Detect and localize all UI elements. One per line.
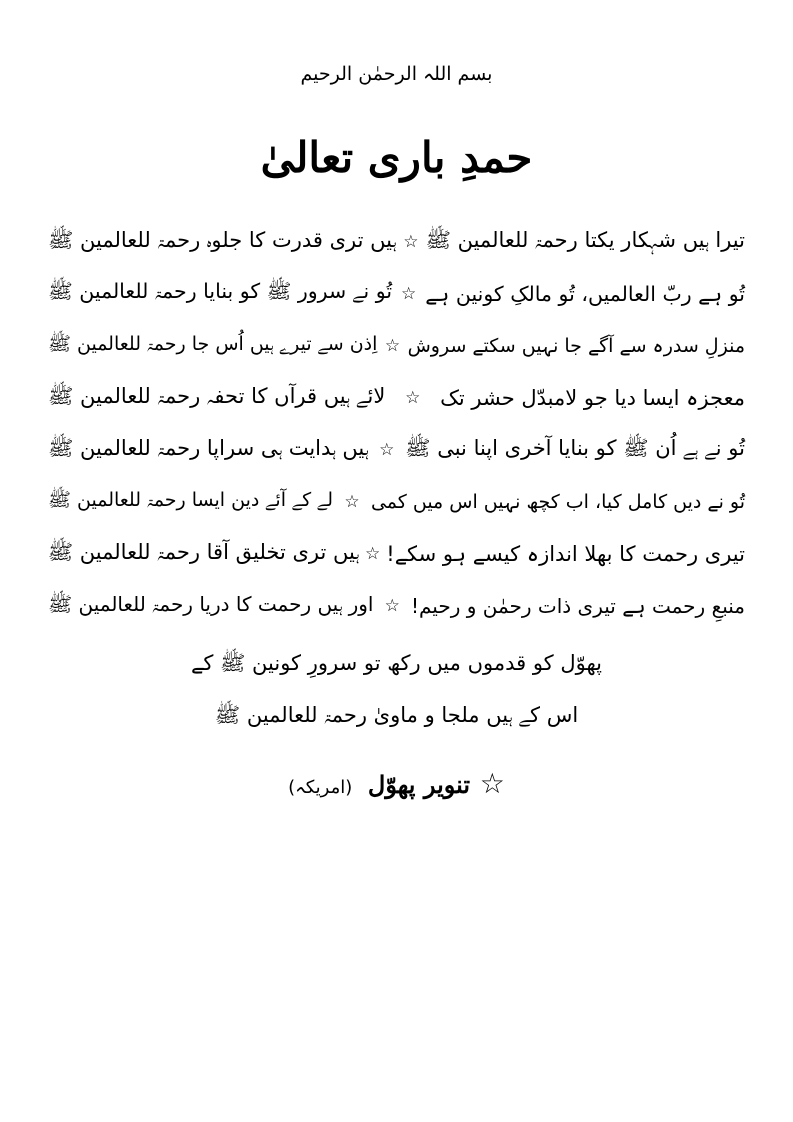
author-name: تنویر پھوّل xyxy=(367,770,471,799)
verse xyxy=(48,424,745,476)
star-icon: ☆ xyxy=(344,492,360,512)
closing-line: پھوّل کو قدموں میں رکھ تو سرورِ کونین ﷺ کے xyxy=(191,651,602,675)
star-icon: ☆ xyxy=(384,596,400,616)
star-icon: ☆ xyxy=(365,544,381,564)
verse-second-half: اِذن سے تیرے ہیں اُس جا رحمۃ للعالمین ﷺ xyxy=(48,333,378,355)
verse xyxy=(48,372,745,424)
closing-line: اس کے ہیں ملجا و ماویٰ رحمۃ للعالمین ﷺ xyxy=(214,703,579,727)
verse-second-half: تُو نے سرور ﷺ کو بنایا رحمۃ للعالمین ﷺ xyxy=(48,279,393,303)
author-signature xyxy=(0,764,793,808)
verse-second-half: ہیں تری قدرت کا جلوہ رحمۃ للعالمین ﷺ xyxy=(48,227,397,252)
verse-first-half: تیرا ہیں شہکار یکتا رحمۃ للعالمین ﷺ xyxy=(425,227,745,252)
star-icon: ☆ xyxy=(479,767,505,800)
star-icon: ☆ xyxy=(405,388,421,408)
verse-list xyxy=(48,216,745,632)
star-icon: ☆ xyxy=(403,232,419,252)
verse xyxy=(48,268,745,320)
star-icon: ☆ xyxy=(401,284,417,304)
verse xyxy=(48,476,745,528)
verse xyxy=(48,216,745,268)
verse-first-half: تیری رحمت کا بھلا اندازہ کیسے ہو سکے! xyxy=(386,542,745,566)
author-location: (امریکہ) xyxy=(288,777,353,798)
verse-second-half: لائے ہیں قرآں کا تحفہ رحمۃ للعالمین ﷺ xyxy=(48,383,386,408)
verse-second-half: ہیں ہدایت ہی سراپا رحمۃ للعالمین ﷺ xyxy=(48,435,369,460)
verse-first-half: تُو نے دیں کامل کیا، اب کچھ نہیں اس میں کمی xyxy=(370,491,745,513)
poem-title: حمدِ باری تعالیٰ xyxy=(260,133,533,182)
verse-second-half: اور ہیں رحمت کا دریا رحمۃ للعالمین ﷺ xyxy=(48,591,374,616)
verse-second-half: ہیں تری تخلیق آقا رحمۃ للعالمین ﷺ xyxy=(47,539,360,564)
star-icon: ☆ xyxy=(384,336,401,356)
verse-first-half: منبعِ رحمت ہے تیری ذات رحمٰن و رحیم! xyxy=(410,594,745,618)
verse-first-half: منزلِ سدرہ سے آگے جا نہیں سکتے سروش xyxy=(407,335,745,357)
verse-first-half: تُو نے ہے اُن ﷺ کو بنایا آخری اپنا نبی ﷺ xyxy=(405,435,745,460)
bismillah: بسم اللہ الرحمٰن الرحیم xyxy=(300,63,493,85)
verse xyxy=(48,320,745,372)
star-icon: ☆ xyxy=(379,440,395,460)
verse-first-half: تُو ہے ربّ العالمیں، تُو مالکِ کونین ہے xyxy=(425,282,745,306)
verse xyxy=(48,528,745,580)
verse xyxy=(48,580,745,632)
verse-second-half: لے کے آئے دین ایسا رحمۃ للعالمین ﷺ xyxy=(48,489,334,511)
verse-first-half: معجزہ ایسا دیا جو لامبدّل حشر تک xyxy=(440,386,745,410)
